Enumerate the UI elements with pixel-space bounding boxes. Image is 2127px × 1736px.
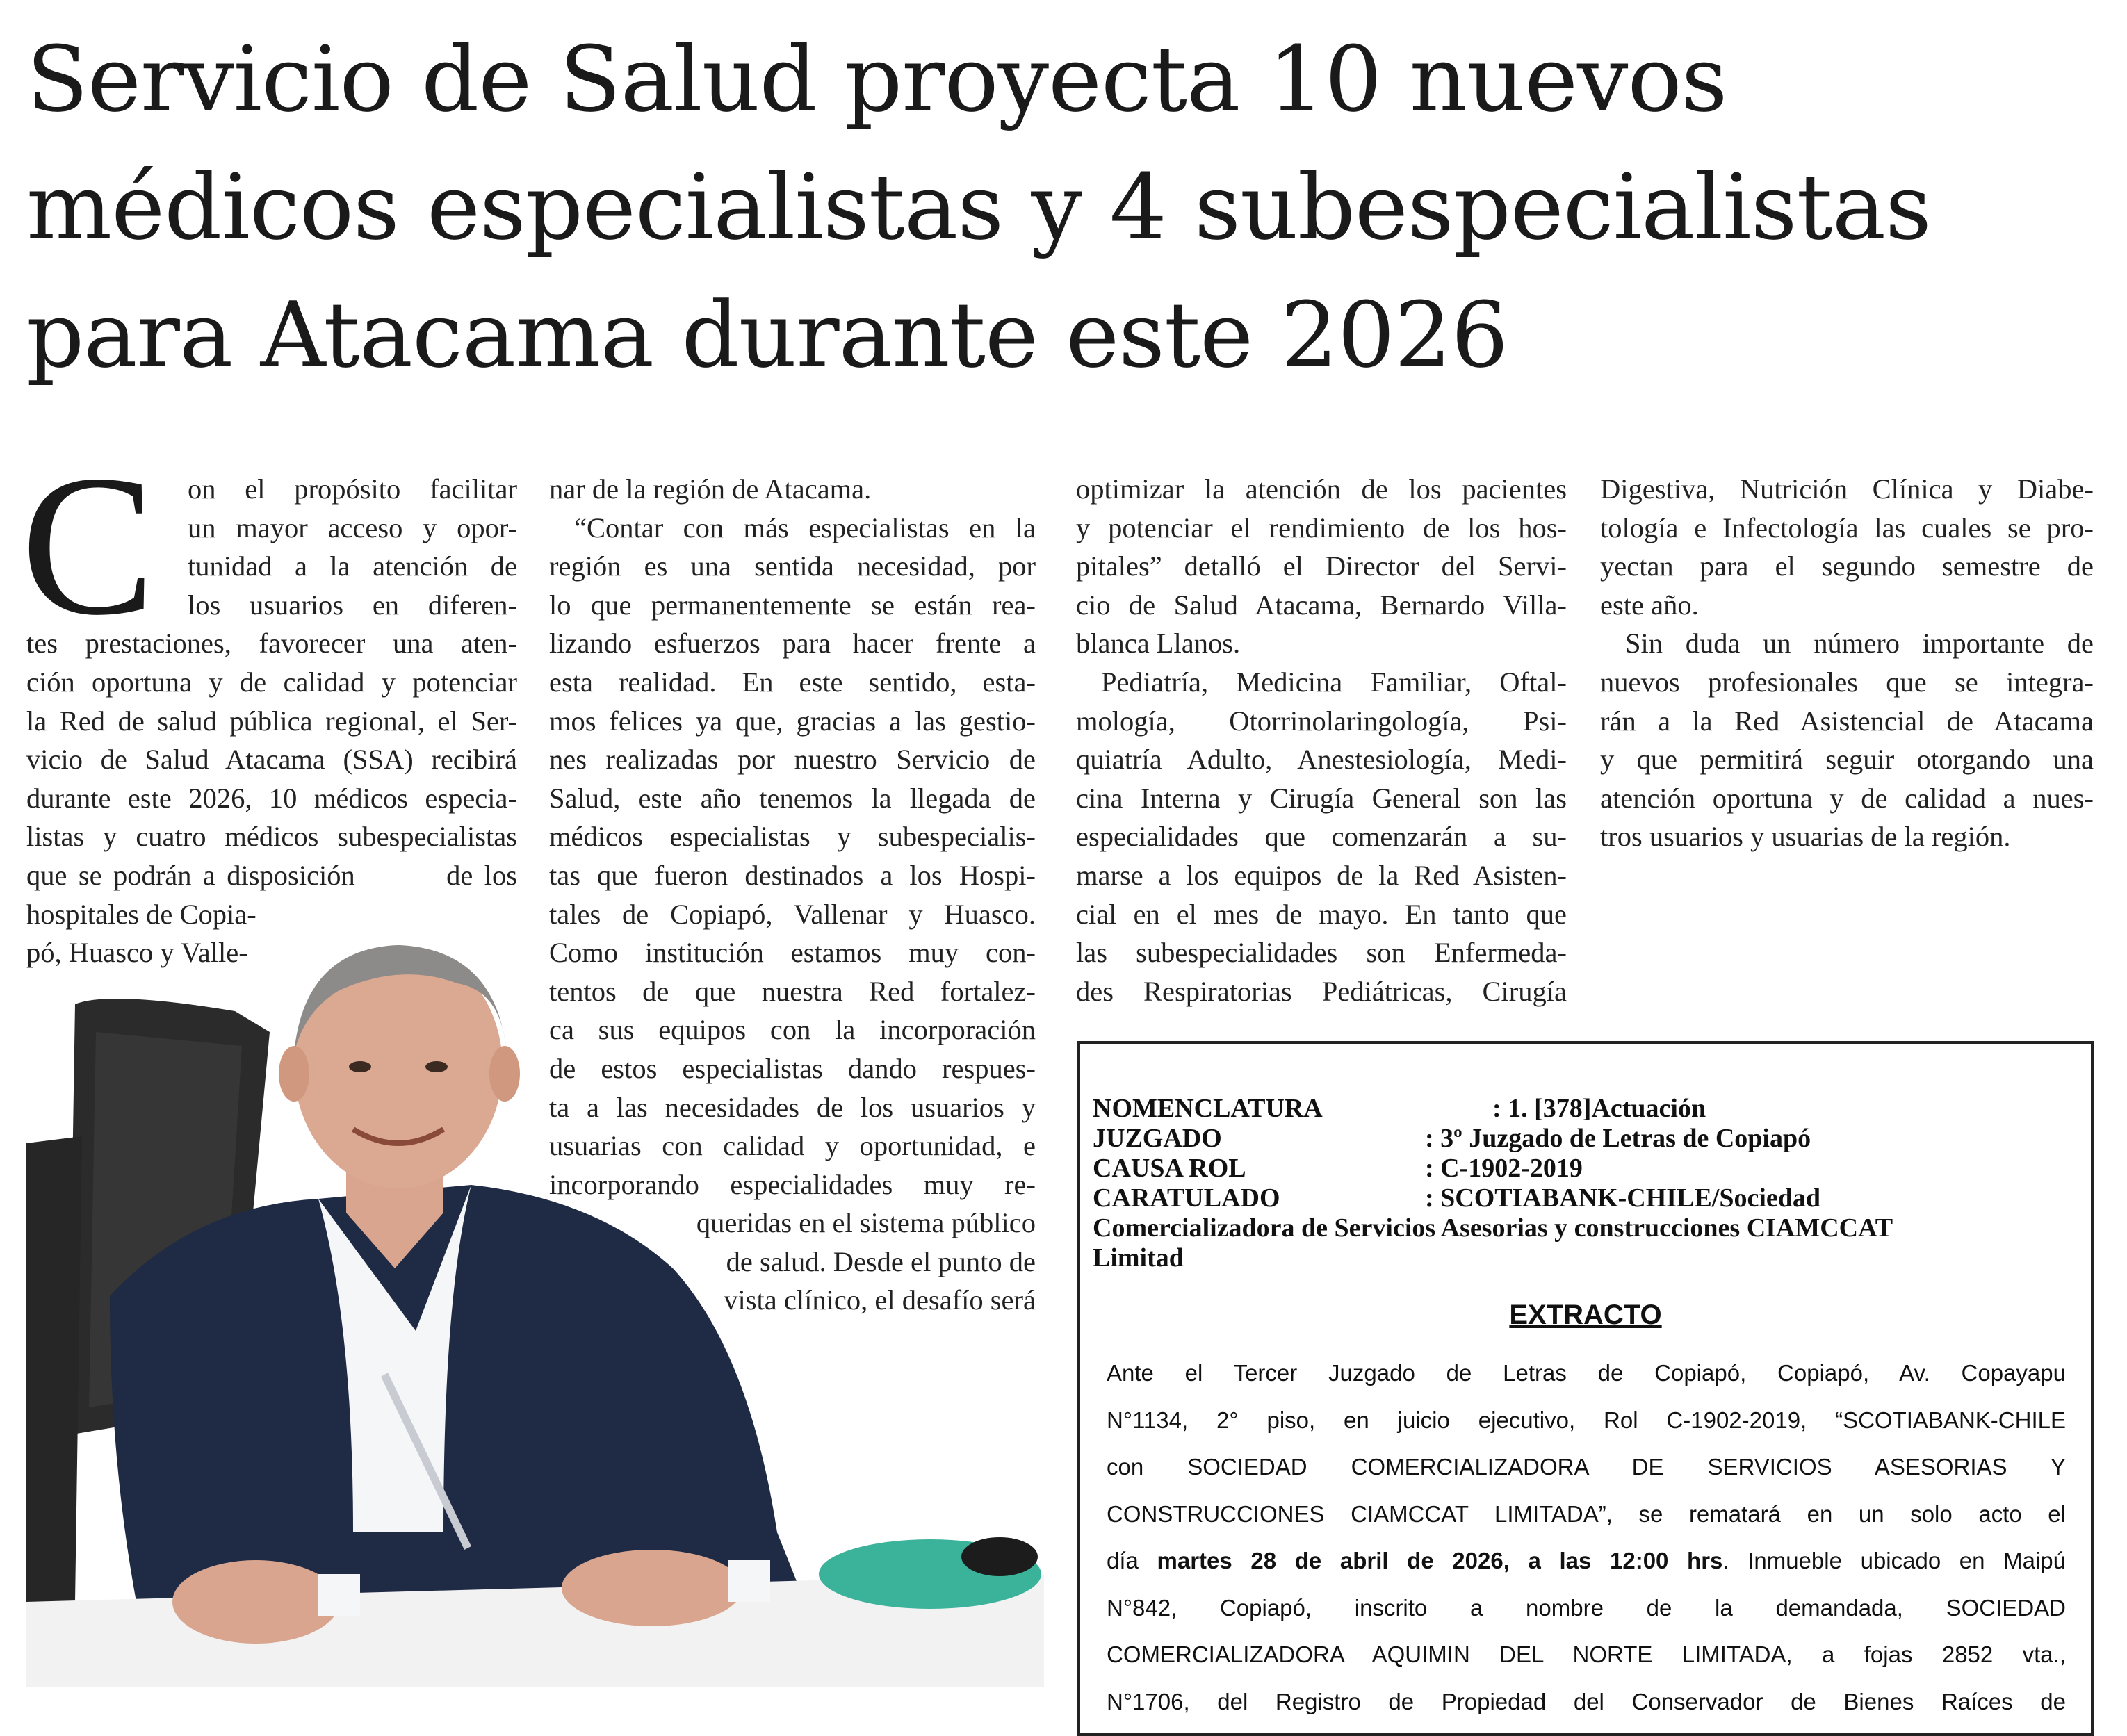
headline (26, 15, 2098, 399)
text-line: un mayor acceso y opor- (188, 511, 517, 543)
article-column-1 (26, 470, 517, 972)
hand-left (172, 1560, 339, 1644)
auction-date: martes 28 de abril de 2026, a las 12:00 hrs (1157, 1548, 1723, 1573)
text-line: tentos de que nuestra Red fortalez- (549, 975, 1036, 1007)
text-line: lo que permanentemente se están rea- (549, 589, 1036, 621)
text-line: nes realizadas por nuestro Servicio de (549, 744, 1036, 776)
meta-value: : 3º Juzgado de Letras de Copiapó (1425, 1124, 1811, 1153)
text-line: yectan para el segundo semestre de (1600, 550, 2094, 582)
dropcap: C (21, 434, 156, 657)
text-line: optimizar la atención de los pacientes (1076, 473, 1567, 505)
text-line: nar de la región de Atacama. (549, 473, 872, 505)
meta-key: CAUSA ROL (1093, 1154, 1246, 1183)
headline-line: médicos especialistas y 4 subespecialistas (26, 154, 1931, 260)
text-line: ción oportuna y de calidad y potenciar (26, 666, 517, 698)
meta-value: : 1. [378]Actuación (1492, 1094, 1706, 1123)
text-line: lizando esfuerzos para hacer frente a (549, 628, 1036, 660)
eye-right (425, 1061, 448, 1072)
text-line: mología, Otorrinolaringología, Psi- (1076, 705, 1567, 737)
text-line: atención oportuna y de calidad a nues- (1600, 782, 2094, 814)
text-line: médicos especialistas y subespecialis- (549, 821, 1036, 853)
meta-continuation: Limitad (1093, 1243, 1184, 1272)
ear-right (489, 1046, 520, 1102)
text-line: tas que fueron destinados a los Hospi- (549, 859, 1036, 891)
cuff-right (728, 1560, 770, 1602)
meta-value: : C-1902-2019 (1425, 1154, 1583, 1183)
headline-line: Servicio de Salud proyecta 10 nuevos (26, 26, 1727, 132)
chair-side (26, 1136, 82, 1609)
meta-row (1093, 1184, 2066, 1213)
eye-left (349, 1061, 371, 1072)
text-line: especialidades que comenzarán a su- (1076, 821, 1567, 853)
meta-value: : SCOTIABANK-CHILE/Sociedad (1425, 1184, 1821, 1213)
text-line: este año. (1600, 589, 1699, 621)
notice-metadata (1093, 1094, 2066, 1273)
text-line: Pediatría, Medicina Familiar, Oftal- (1101, 666, 1567, 698)
text-line: quiatría Adulto, Anestesiología, Medi- (1076, 744, 1567, 776)
meta-row (1093, 1154, 2066, 1184)
text-line: cina Interna y Cirugía General son las (1076, 782, 1567, 814)
text-line: que se podrán a disposición de los (26, 859, 517, 891)
text-line: durante este 2026, 10 médicos especia- (26, 782, 517, 814)
ear-left (279, 1046, 309, 1102)
text-line: Ante el Tercer Juzgado de Letras de Copiapó, Copiapó, Av. Copayapu (1107, 1360, 2066, 1386)
meta-key: CARATULADO (1093, 1184, 1280, 1213)
text-line: vicio de Salud Atacama (SSA) recibirá (26, 744, 517, 776)
text-line: los usuarios en diferen- (188, 589, 517, 621)
text-line: Salud, este año tenemos la llegada de (549, 782, 1036, 814)
article-column-4 (1600, 470, 2094, 856)
meta-key: JUZGADO (1093, 1124, 1222, 1153)
text-line: ta a las necesidades de los usuarios y (549, 1091, 1036, 1123)
text-run: día (1107, 1548, 1157, 1573)
text-line: nuevos profesionales que se integra- (1600, 666, 2094, 698)
text-line: pó, Huasco y Valle- (26, 937, 248, 969)
extracto-title: EXTRACTO (1509, 1300, 1662, 1330)
text-line: usuarias con calidad y oportunidad, e (549, 1130, 1036, 1162)
text-line: mos felices ya que, gracias a las gestio- (549, 705, 1036, 737)
text-line: tales de Copiapó, Vallenar y Huasco. (549, 898, 1036, 930)
text-line: marse a los equipos de la Red Asisten- (1076, 859, 1567, 891)
text-line: tros usuarios y usuarias de la región. (1600, 821, 2011, 853)
article-column-3 (1076, 470, 1567, 1010)
meta-key: NOMENCLATURA (1093, 1094, 1323, 1123)
meta-row (1093, 1124, 2066, 1154)
text-line: y potenciar el rendimiento de los hos- (1076, 511, 1567, 543)
legal-notice (1077, 1041, 2094, 1736)
text-line: N°1706, del Registro de Propiedad del Conservador de Bienes Raíces de (1107, 1688, 2066, 1714)
text-line: y que permitirá seguir otorgando una (1600, 744, 2094, 776)
text-line: hospitales de Copia- (26, 898, 256, 930)
text-line: de salud. Desde el punto de (726, 1245, 1036, 1277)
text-run: . Inmueble ubicado en Maipú (1722, 1548, 2067, 1573)
text-line: “Contar con más especialistas en la (574, 511, 1036, 543)
text-line: con SOCIEDAD COMERCIALIZADORA DE SERVICIOS ASESORIAS Y (1107, 1454, 2066, 1480)
text-line: región es una sentida necesidad, por (549, 550, 1036, 582)
text-line: cial en el mes de mayo. En tanto que (1076, 898, 1567, 930)
text-line: cio de Salud Atacama, Bernardo Villa- (1076, 589, 1567, 621)
text-line: vista clínico, el desafío será (724, 1284, 1036, 1316)
headline-line: para Atacama durante este 2026 (26, 282, 1508, 388)
text-line: rán a la Red Asistencial de Atacama (1600, 705, 2094, 737)
cuff-left (318, 1574, 360, 1616)
text-line: Sin duda un número importante de (1625, 628, 2094, 660)
text-line: ca sus equipos con la incorporación (549, 1014, 1036, 1046)
text-line: tes prestaciones, favorecer una aten- (26, 628, 517, 660)
text-line (1107, 1537, 2066, 1584)
text-line: pitales” detalló el Director del Servi- (1076, 550, 1567, 582)
text-line: des Respiratorias Pediátricas, Cirugía (1076, 975, 1567, 1007)
text-line: Digestiva, Nutrición Clínica y Diabe- (1600, 473, 2094, 505)
text-line: on el propósito facilitar (188, 473, 517, 505)
text-line: queridas en el sistema público (696, 1207, 1036, 1239)
director-photo (26, 907, 1044, 1687)
text-line: N°842, Copiapó, inscrito a nombre de la demandada, SOCIEDAD (1107, 1594, 2066, 1621)
text-line: COMERCIALIZADORA AQUIMIN DEL NORTE LIMITADA, a fojas 2852 vta., (1107, 1641, 2066, 1667)
text-line: CONSTRUCCIONES CIAMCCAT LIMITADA”, se rematará en un solo acto el (1107, 1500, 2066, 1527)
text-line: incorporando especialidades muy re- (549, 1168, 1036, 1200)
text-line: N°1134, 2° piso, en juicio ejecutivo, Rol C-1902-2019, “SCOTIABANK-CHILE (1107, 1407, 2066, 1433)
text-line: tología e Infectología las cuales se pro- (1600, 511, 2094, 543)
text-line: Como institución estamos muy con- (549, 937, 1036, 969)
hand-right (562, 1550, 742, 1626)
meta-row (1093, 1094, 2066, 1124)
text-line: blanca Llanos. (1076, 628, 1241, 660)
text-line: la Red de salud pública regional, el Ser- (26, 705, 517, 737)
text-line: de estos especialistas dando respues- (549, 1052, 1036, 1084)
text-line: listas y cuatro médicos subespecialistas (26, 821, 517, 853)
extracto-body (1107, 1350, 2066, 1725)
text-line: las subespecialidades son Enfermeda- (1076, 937, 1567, 969)
text-line: esta realidad. En este sentido, esta- (549, 666, 1036, 698)
text-line: tunidad a la atención de (188, 550, 517, 582)
meta-continuation: Comercializadora de Servicios Asesorias y construcciones CIAMCCAT (1093, 1213, 1893, 1243)
mouse (961, 1537, 1038, 1576)
